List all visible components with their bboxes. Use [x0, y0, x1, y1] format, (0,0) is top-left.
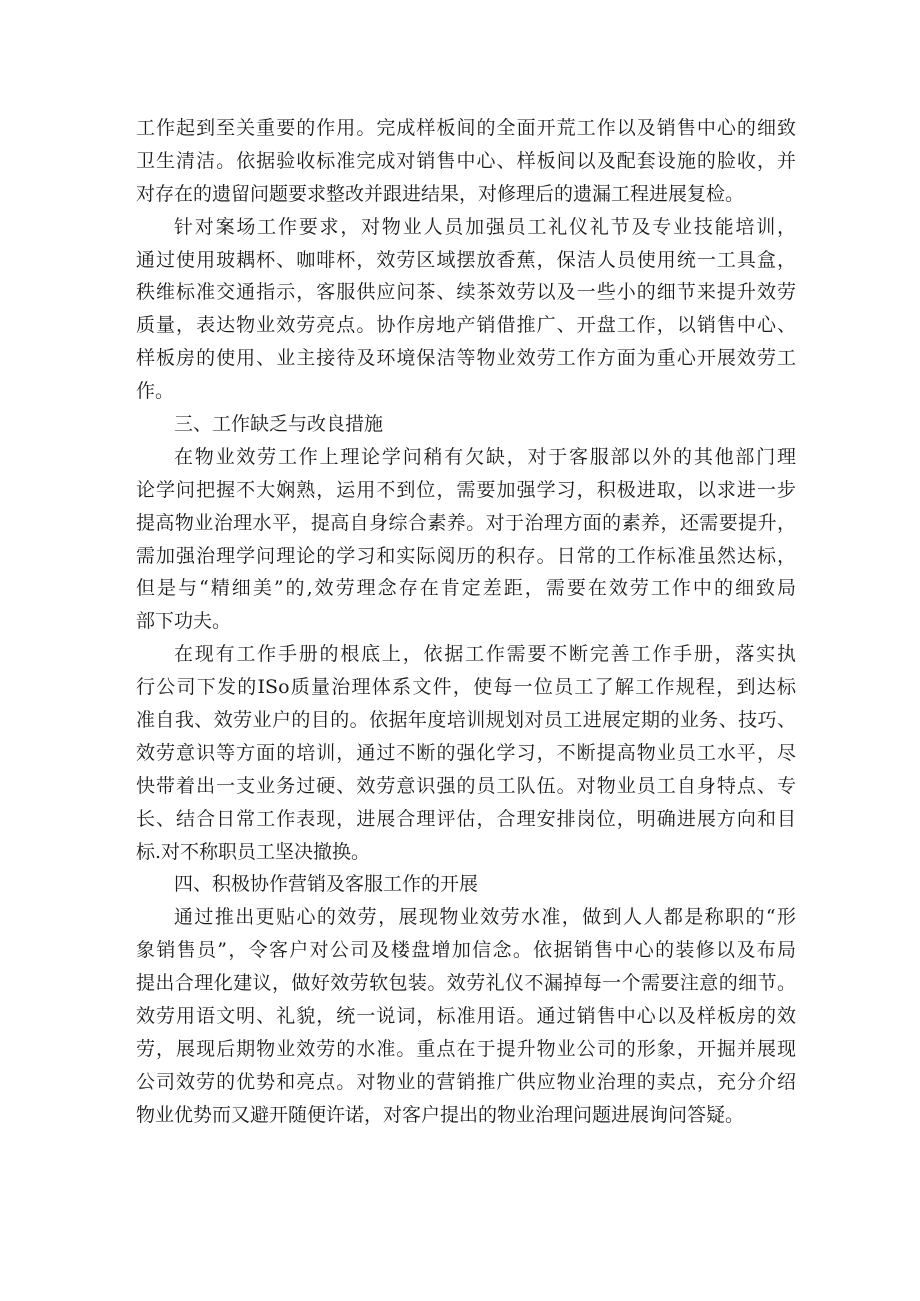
- text-line: 在现有工作手册的根底上，依据工作需要不断完善工作手册，落实执: [174, 643, 796, 666]
- paragraph-5: [136, 901, 796, 1131]
- text-line: 物业优势而又避开随便许诺，对客户提出的物业治理问题进展询问答疑。: [136, 1103, 745, 1126]
- text-line: 提出合理化建议，做好效劳软包装。效劳礼仪不漏掉每一个需要注意的细节。: [136, 972, 796, 995]
- text-line: 快带着出一支业务过硬、效劳意识强的员工队伍。对物业员工自身特点、专: [136, 774, 796, 797]
- text-line: 针对案场工作要求，对物业人员加强员工礼仪礼节及专业技能培训，: [174, 215, 796, 238]
- text-line: 质量，表达物业效劳亮点。协作房地产销借推广、开盘工作，以销售中心、: [136, 314, 796, 337]
- text-line: 但是与“精细美”的,效劳理念存在肯定差距，需要在效劳工作中的细致局: [136, 577, 796, 600]
- text-line: 效劳用语文明、礼貌，统一说词，标准用语。通过销售中心以及样板房的效: [136, 1005, 796, 1028]
- text-line: 行公司下发的ISo质量治理体系文件，使每一位员工了解工作规程，到达标: [136, 676, 796, 699]
- paragraph-4: [136, 638, 796, 868]
- text-line: 秩维标准交通指示，客服供应问茶、续茶效劳以及一些小的细节来提升效劳: [136, 281, 796, 304]
- paragraph-3: [136, 441, 796, 638]
- text-line: 标.对不称职员工坚决撤换。: [136, 840, 371, 863]
- text-line: 作。: [136, 380, 175, 403]
- text-line: 通过使用玻耦杯、咖啡杯，效劳区域摆放香蕉，保洁人员使用统一工具盒，: [136, 248, 796, 271]
- text-line: 象销售员”，令客户对公司及楼盘增加信念。依据销售中心的装修以及布局: [136, 939, 796, 962]
- paragraph-2: [136, 211, 796, 408]
- text-line: 对存在的遗留问题要求整改并跟进结果，对修理后的遗漏工程进展复检。: [136, 182, 745, 205]
- text-line: 工作起到至关重要的作用。完成样板间的全面开荒工作以及销售中心的细致: [136, 117, 796, 139]
- text-line: 需加强治理学问理论的学习和实际阅历的积存。日常的工作标准虽然达标，: [136, 544, 796, 567]
- text-line: 样板房的使用、业主接待及环境保洁等物业效劳工作方面为重心开展效劳工: [136, 347, 796, 370]
- document-page: [136, 112, 796, 1132]
- text-line: 长、结合日常工作表现，进展合理评估，合理安排岗位，明确进展方向和目: [136, 807, 796, 830]
- text-line: 通过推出更贴心的效劳，展现物业效劳水准，做到人人都是称职的“形: [174, 906, 796, 929]
- section-heading-4: 四、积极协作营销及客服工作的开展: [174, 873, 479, 896]
- text-line: 部下功夫。: [136, 610, 232, 633]
- text-line: 公司效劳的优势和亮点。对物业的营销推广供应物业治理的卖点，充分介绍: [136, 1070, 796, 1093]
- text-line: 准自我、效劳业户的目的。依据年度培训规划对员工进展定期的业务、技巧、: [136, 709, 796, 732]
- text-line: 提高物业治理水平，提高自身综合素养。对于治理方面的素养，还需要提升，: [136, 511, 796, 534]
- text-line: 论学问把握不大娴熟，运用不到位，需要加强学习，积极进取，以求进一步: [136, 478, 796, 501]
- text-line: 劳，展现后期物业效劳的水准。重点在于提升物业公司的形象，开掘并展现: [136, 1037, 796, 1060]
- text-line: 效劳意识等方面的培训，通过不断的强化学习，不断提高物业员工水平，尽: [136, 741, 796, 764]
- text-line: 卫生清洁。依据验收标准完成对销售中心、样板间以及配套设施的脸收，并: [136, 149, 796, 172]
- paragraph-1: [136, 112, 796, 211]
- section-heading-3: 三、工作缺乏与改良措施: [174, 413, 384, 436]
- text-line: 在物业效劳工作上理论学问稍有欠缺，对于客服部以外的其他部门理: [174, 445, 796, 468]
